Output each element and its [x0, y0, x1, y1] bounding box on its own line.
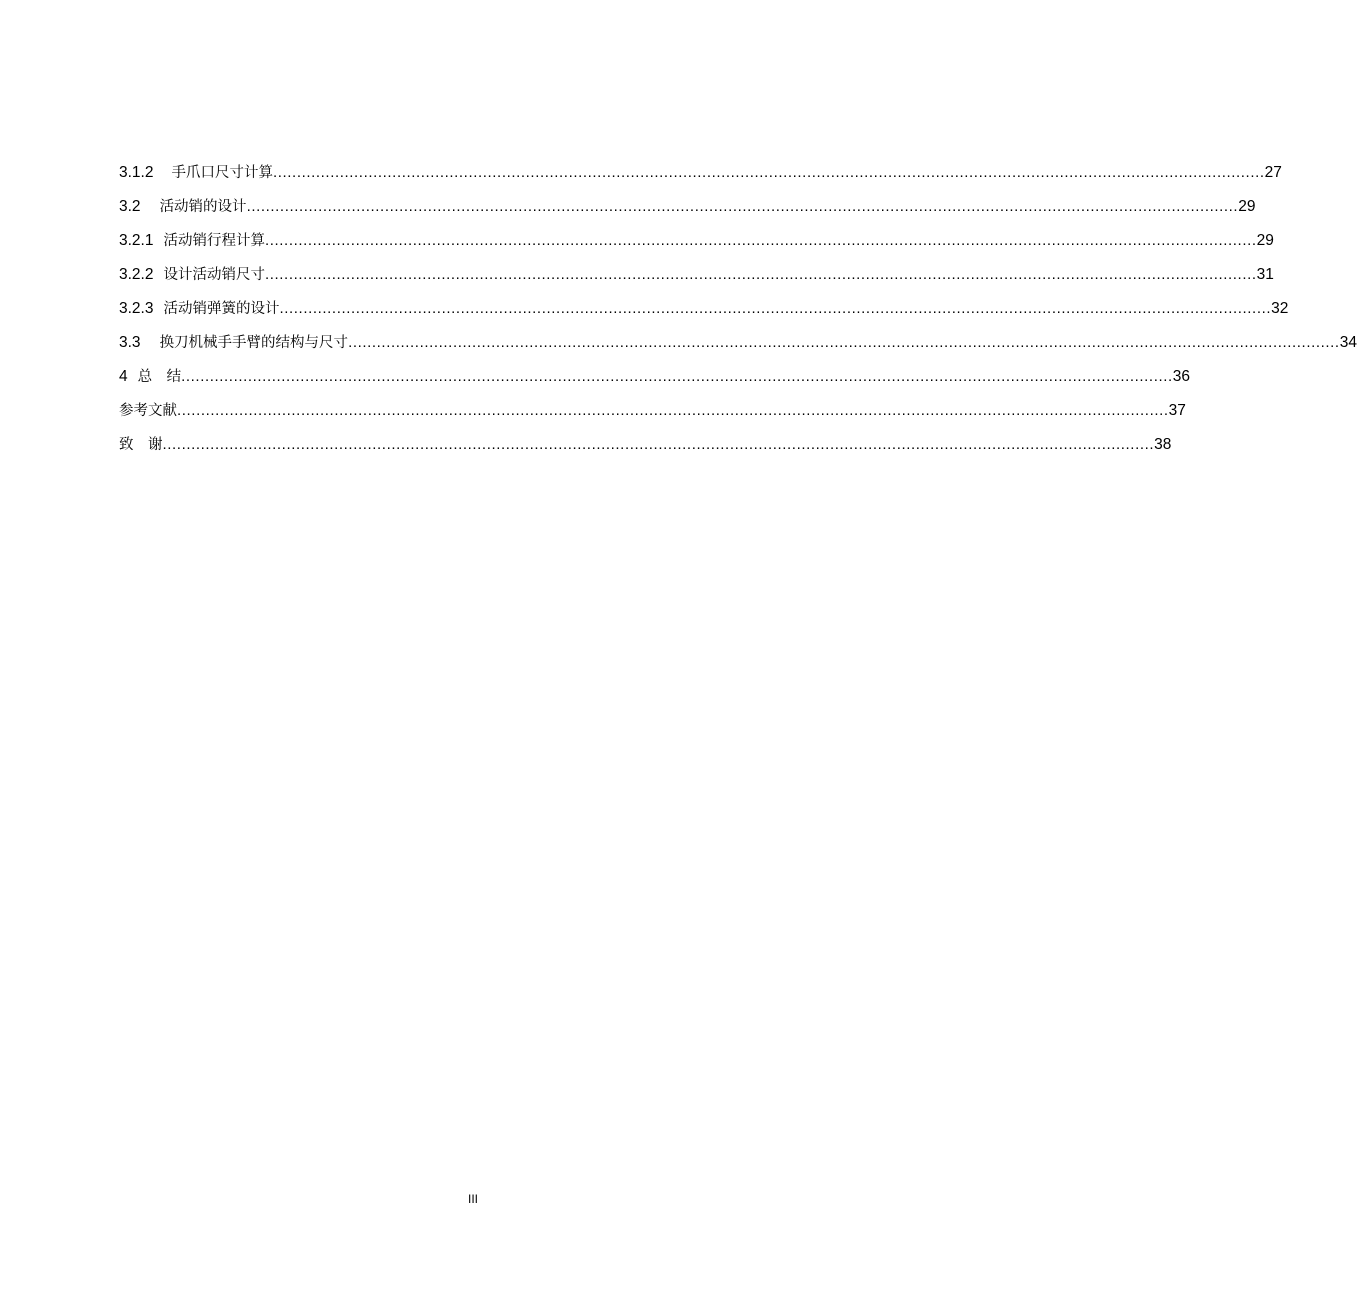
toc-entry-title: 总 结 [137, 369, 182, 385]
toc-entry-page: 31 [1256, 266, 1274, 283]
toc-leader-dots: ................................................................................................................................................................................................................ [264, 266, 1257, 283]
toc-leader-dots: ................................................................................................................................................................................................................ [279, 300, 1272, 317]
toc-entry-3-1-2[interactable] [119, 162, 1282, 184]
toc-entry-page: 29 [1256, 232, 1274, 249]
toc-entry-page: 34 [1339, 334, 1357, 351]
toc-entry-title: 活动销行程计算 [163, 233, 265, 249]
toc-entry-number: 3.2 [119, 198, 141, 215]
toc-entry-page: 36 [1172, 368, 1191, 385]
toc-leader-dots: ................................................................................................................................................................................................................ [177, 402, 1169, 419]
toc-entry-number: 3.2.2 [119, 266, 154, 283]
toc-entry-3-2-1[interactable] [119, 230, 1274, 252]
toc-leader-dots: ................................................................................................................................................................................................................ [348, 334, 1340, 351]
toc-entry-number: 3.1.2 [119, 164, 154, 181]
toc-entry-title: 换刀机械手手臂的结构与尺寸 [159, 335, 349, 351]
toc-entry-references[interactable] [119, 400, 1186, 422]
toc-entry-page: 38 [1154, 436, 1172, 453]
toc-entry-title: 活动销弹簧的设计 [163, 301, 280, 317]
toc-entry-title: 手爪口尺寸计算 [171, 165, 273, 181]
page-number-footer: III [467, 1192, 478, 1206]
toc-entry-title: 参考文献 [119, 403, 177, 419]
toc-leader-dots: ................................................................................................................................................................................................................ [246, 198, 1239, 215]
toc-entry-page: 37 [1168, 402, 1186, 419]
toc-entry-page: 27 [1264, 164, 1282, 181]
toc-entry-number: 3.2.1 [119, 232, 154, 249]
toc-entry-page: 32 [1271, 300, 1289, 317]
toc-entry-number: 4 [119, 368, 128, 385]
toc-entry-title: 设计活动销尺寸 [163, 267, 265, 283]
toc-entry-acknowledgements[interactable] [119, 434, 1172, 456]
toc-entry-title: 活动销的设计 [159, 199, 247, 215]
toc-leader-dots: ................................................................................................................................................................................................................ [272, 164, 1265, 181]
toc-entry-3-2-3[interactable] [119, 298, 1289, 320]
toc-leader-dots: ................................................................................................................................................................................................................ [162, 436, 1155, 453]
toc-leader-dots: ................................................................................................................................................................................................................ [181, 368, 1173, 385]
toc-entry-title: 致 谢 [119, 437, 163, 453]
toc-entry-page: 29 [1238, 198, 1256, 215]
toc-entry-3-2[interactable] [119, 196, 1256, 218]
toc-leader-dots: ................................................................................................................................................................................................................ [264, 232, 1257, 249]
toc-entry-3-3[interactable] [119, 332, 1357, 354]
toc-entry-number: 3.3 [119, 334, 141, 351]
toc-entry-3-2-2[interactable] [119, 264, 1274, 286]
toc-entry-number: 3.2.3 [119, 300, 154, 317]
toc-entry-conclusion[interactable] [119, 366, 1191, 388]
